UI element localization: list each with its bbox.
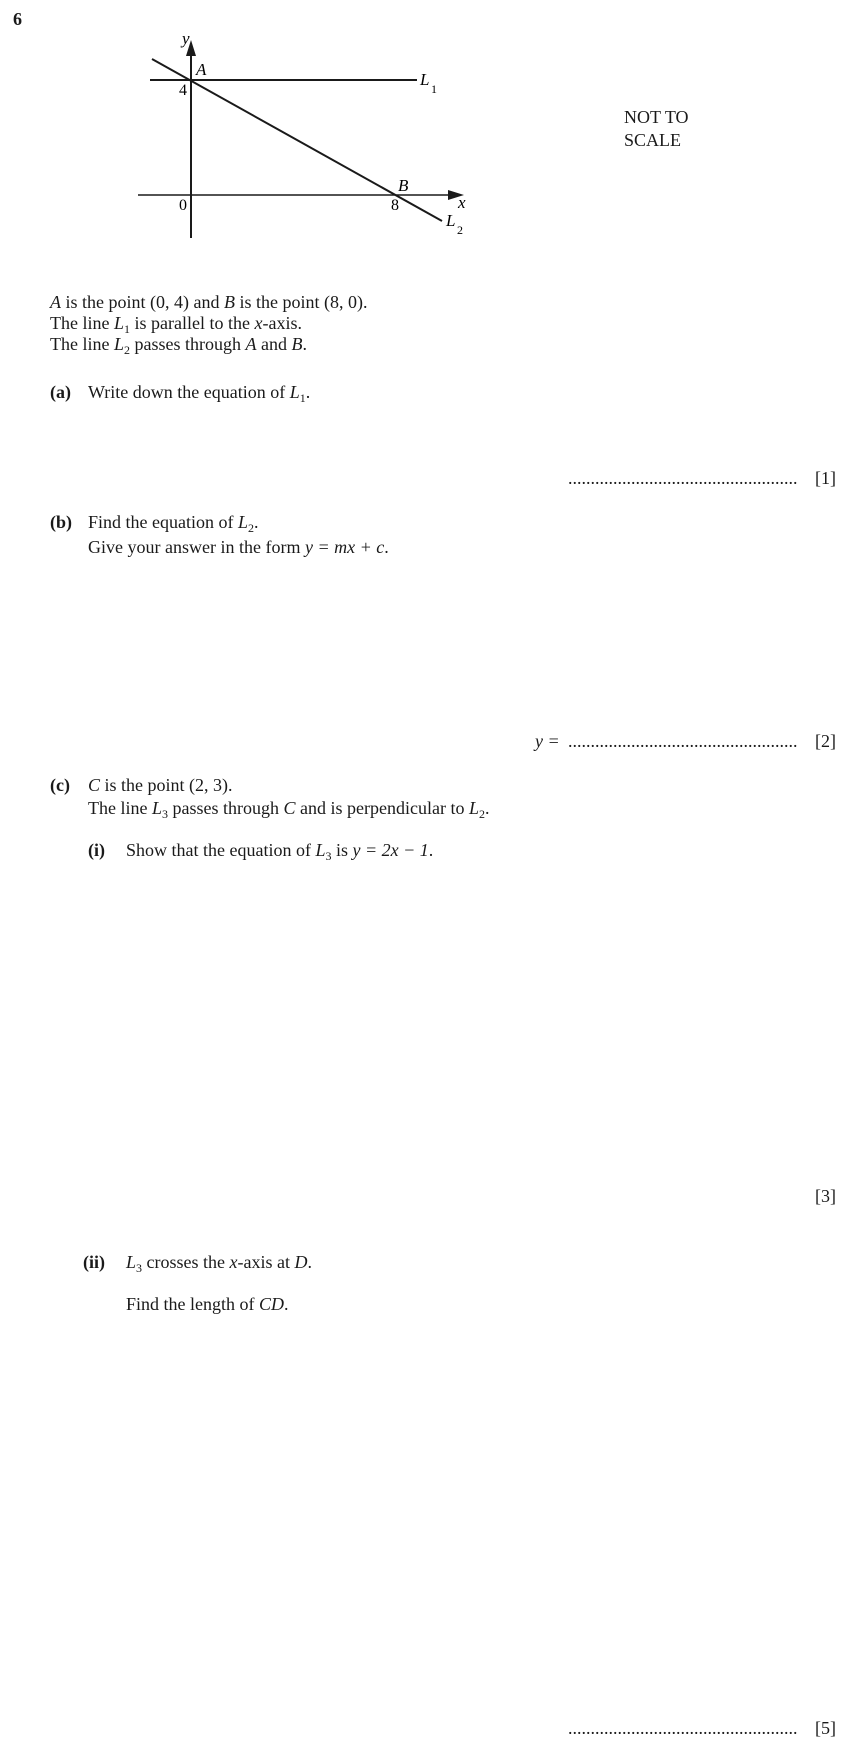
part-c-line-1 [88,775,233,796]
part-c-i-label: (i) [88,840,105,860]
question-text: The line [88,798,152,818]
point-b-label: B [398,176,409,195]
part-b-answer-prefix [535,731,560,752]
line-l1-subscript: 1 [431,82,437,96]
question-text: Find the equation of [88,512,238,532]
line-l2-label: L [446,211,456,230]
line-ref: L [289,382,300,402]
line-subscript: 3 [162,807,168,821]
question-text: and is perpendicular to [295,798,469,818]
part-b-answer-line[interactable]: ................................................... [568,731,798,751]
segment-ref: CD [259,1294,285,1314]
part-a-question [88,382,310,403]
part-b-question [88,512,259,533]
question-text: . [284,1294,289,1314]
question-text: . [307,1252,312,1272]
part-c-ii-answer-line[interactable]: ................................................... [568,1718,798,1738]
question-text: . [254,512,259,532]
part-c-line-2 [88,798,489,819]
question-text: . [305,382,311,402]
line-ref: L [126,1252,137,1272]
part-b-instruction [88,537,389,558]
line-ref: L [151,798,162,818]
intro-text: . [302,334,307,354]
line-subscript: 1 [124,322,130,336]
point-d-ref: D [294,1252,308,1272]
intro-text: is the point (8, 0). [234,292,368,312]
y-tick-label: 4 [179,82,187,99]
line-subscript: 3 [325,849,332,863]
intro-line-1 [50,292,367,313]
note-line-2: SCALE [624,130,682,150]
question-text: is [331,840,353,860]
part-b-marks: [2] [815,731,836,751]
equation: y = 2x − 1 [352,840,429,860]
instruction-text: . [384,537,389,557]
y-axis-label: y [182,29,190,48]
axis-ref: x [229,1252,238,1272]
question-text: . [428,840,434,860]
line-ref: L [237,512,248,532]
point-c-ref: C [283,798,296,818]
instruction-text: Give your answer in the form [88,537,305,557]
intro-line-2 [50,313,302,334]
line-ref: L [113,334,124,354]
question-number: 6 [13,9,22,29]
intro-text: and [256,334,292,354]
part-c-ii-line-2 [126,1294,289,1315]
answer-prefix-text: y = [535,731,560,751]
not-to-scale-note [624,106,689,152]
part-a-answer-line[interactable]: ................................................... [568,468,798,488]
point-a-label: A [196,60,207,79]
note-line-1: NOT TO [624,107,689,127]
line-subscript: 1 [299,391,306,405]
question-text: -axis at [237,1252,295,1272]
equation-form: y = mx + c [304,537,385,557]
question-text: passes through [168,798,284,818]
intro-text: -axis. [262,313,302,333]
line-ref: L [113,313,124,333]
part-a-label: (a) [50,382,71,402]
x-axis-label: x [458,193,466,212]
line-l1-label: L [420,70,430,89]
question-text: Show that the equation of [126,840,316,860]
line-subscript: 3 [136,1261,143,1275]
point-a-ref: A [245,334,257,354]
line-ref: L [468,798,479,818]
line-ref: L [315,840,326,860]
question-text: Write down the equation of [88,382,290,402]
line-subscript: 2 [478,807,485,821]
point-b-ref: B [223,292,235,312]
part-c-i-marks: [3] [815,1186,836,1206]
intro-text: passes through [130,334,246,354]
intro-text: is the point (0, 4) and [61,292,224,312]
question-text: crosses the [142,1252,230,1272]
part-a-marks: [1] [815,468,836,488]
coordinate-diagram [130,28,490,268]
x-tick-label: 8 [391,197,399,214]
intro-text: is parallel to the [130,313,255,333]
point-b-ref: B [291,334,303,354]
line-subscript: 2 [248,521,254,535]
part-c-ii-marks: [5] [815,1718,836,1738]
part-c-ii-line-1 [126,1252,312,1273]
intro-text: The line [50,313,114,333]
question-text: Find the length of [126,1294,259,1314]
line-subscript: 2 [124,343,130,357]
part-b-label: (b) [50,512,72,532]
point-a-ref: A [50,292,61,312]
line-l2-subscript: 2 [457,223,463,237]
question-text: is the point (2, 3). [100,775,233,795]
origin-label: 0 [179,197,187,214]
axis-ref: x [254,313,263,333]
point-c-ref: C [88,775,101,795]
part-c-i-question [126,840,433,861]
part-c-ii-label: (ii) [83,1252,105,1272]
intro-line-3 [50,334,307,355]
part-c-label: (c) [50,775,70,795]
intro-text: The line [50,334,114,354]
question-text: . [484,798,490,818]
